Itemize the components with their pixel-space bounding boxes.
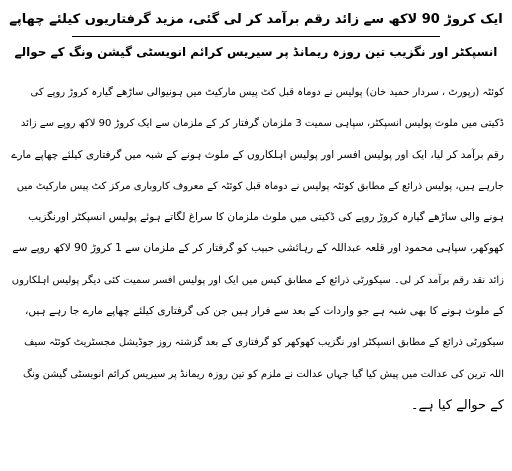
subheadline: انسپکٹر اور نگزیب تین روزہ ریمانڈ پر سیریس کرائم انویسٹی گیشن ونگ کے حوالے xyxy=(14,45,498,59)
body-line: ہونے والی ساڑھے گیارہ کروڑ روپے کی ڈکیتی میں ملوث ملزمان کا سراغ لگاتے ہوئے پولیس انسپکٹر اورنگزیب xyxy=(28,211,504,224)
article-body xyxy=(8,77,504,421)
body-line: کے حوالے کیا ہے۔ xyxy=(410,397,504,413)
body-line: زائد نقد رقم برآمد کر لی۔ سیکورٹی ذرائع کے مطابق کیس میں ایک اور پولیس افسر سمیت کئی دیگر پولیس اہلکاروں xyxy=(11,274,504,286)
body-line: کے ملوث ہونے کا بھی شبہ ہے جو واردات کے بعد سے فرار ہیں جن کی گرفتاری کیلئے چھاپے مارے جا رہے ہیں، xyxy=(24,305,504,318)
body-line: رقم برآمد کر لیا، ایک اور پولیس افسر اور پولیس اہلکاروں کے ملوث ہونے کے شبہ میں گرفتاری کیلئے چھاپے مارے xyxy=(11,148,504,161)
headline-divider xyxy=(72,36,440,37)
body-line: سیکورٹی ذرائع کے مطابق انسپکٹر اور نگزیب کھوکھر کو گرفتاری کے بعد گزشتہ روز جوڈیشل مجسٹریٹ کوئٹہ سیف xyxy=(24,337,504,349)
body-line: جارہے ہیں، پولیس ذرائع کے مطابق کوئٹہ پولیس نے دوماہ قبل کوئٹہ کے معروف کاروباری مرکز کٹ پیس مارکیٹ میں xyxy=(16,180,504,192)
body-line: کوئٹہ (رپورٹ ، سردار حمید خان) پولیس نے دوماہ قبل کٹ پیس مارکیٹ میں ہونیوالی ساڑھے گیارہ کروڑ روپے کی xyxy=(30,87,504,98)
body-line: کھوکھر، سپاہی محمود اور قلعہ عبداللہ کے رہائشی حبیب کو گرفتار کر کے ملزمان سے 1 کروڑ 90 لاکھ روپے سے xyxy=(12,242,504,255)
headline: ایک کروڑ 90 لاکھ سے زائد رقم برآمد کر لی گئی، مزید گرفتاریوں کیلئے چھاپے xyxy=(9,12,503,27)
news-clipping xyxy=(8,4,504,467)
body-line: ڈکیتی میں ملوث پولیس انسپکٹر، سپاہی سمیت 3 ملزمان گرفتار کر کے ملزمان سے ایک کروڑ 90 لاکھ روپے سے زائد xyxy=(20,118,504,130)
body-line: اللہ ترین کی عدالت میں پیش کیا گیا جہاں عدالت نے ملزم کو تین روزہ ریمانڈ پر سیریس کرائم انویسٹی گیشن ونگ xyxy=(23,368,504,380)
